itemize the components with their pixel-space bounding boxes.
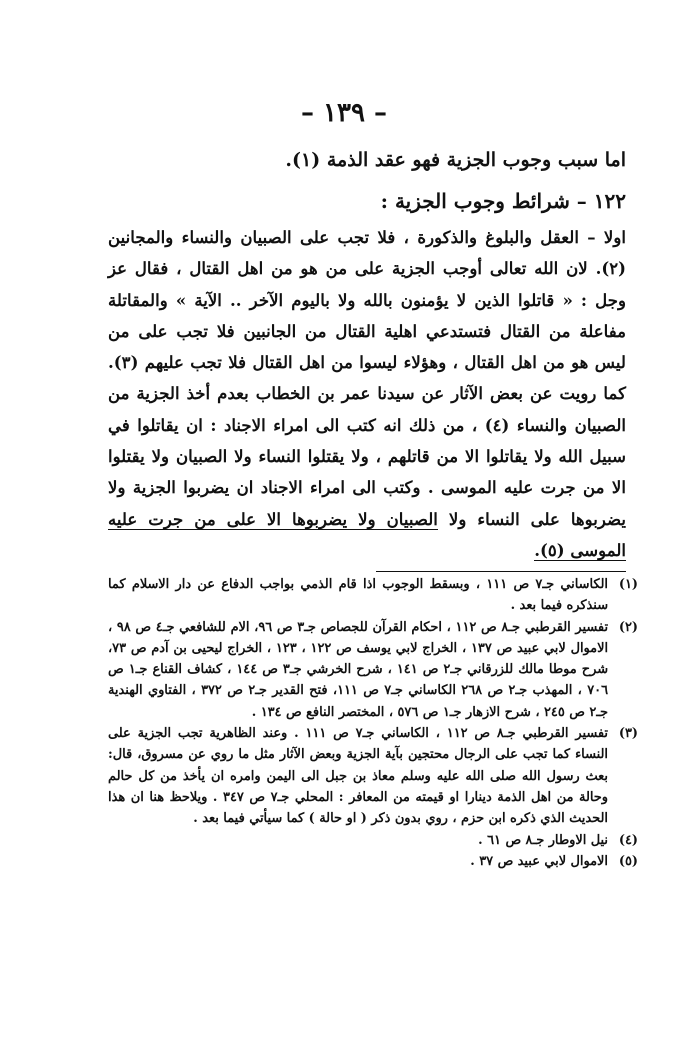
footnote-4 xyxy=(108,830,638,851)
footnote-number: (٣) xyxy=(618,726,638,742)
main-paragraph xyxy=(108,222,626,566)
footnote-number: (٢) xyxy=(618,619,638,635)
main-text xyxy=(108,142,626,566)
footnote-text: الكاساني جـ٧ ص ١١١ ، وبسقط الوجوب اذا قام الذمي بواجب الدفاع عن دار الاسلام كما سنذكره فيما بعد . xyxy=(108,577,609,614)
intro-line: اما سبب وجوب الجزية فهو عقد الذمة (١). xyxy=(285,149,626,171)
section-heading: ١٢٢ – شرائط وجوب الجزية : xyxy=(380,189,626,213)
footnote-number: (٤) xyxy=(618,832,638,848)
footnote-text: نيل الاوطار جـ٨ ص ٦١ . xyxy=(478,832,608,848)
footnote-text: الاموال لابي عبيد ص ٣٧ . xyxy=(470,853,608,869)
paragraph-text: ، فلا تجب على الصبيان والنساء والمجانين (٢). لان الله تعالى أوجب الجزية على من هو من اهل القتال ، فقال عز وجل : « قاتلوا الذين لا يؤمنون بالله ولا باليوم الآخر .. الآية » والمقاتلة مفاعلة من القتال فتستدعي اهلية القتال من الجانبين فلا تجب على من ليس هو من اهل القتال ، وهؤلاء ليسوا من اهل القتال فلا تجب عليهم (٣). كما رويت عن بعض الآثار عن سيدنا عمر بن الخطاب بعدم أخذ الجزية من الصبيان والنساء (٤) ، من ذلك انه كتب الى امراء الاجناد : ان يقاتلوا في سبيل الله ولا يقاتلوا الا من قاتلهم ، ولا يقتلوا النساء ولا الصبيان ولا يقتلوا الا من جرت عليه الموسى . وكتب الى امراء الاجناد ان يضربوا الجزية ولا يضربوها على النساء ولا xyxy=(108,227,627,529)
paragraph-lead: اولا – العقل والبلوغ والذكورة xyxy=(417,227,626,247)
footnote-number: (٥) xyxy=(618,853,638,869)
footnote-3 xyxy=(108,723,638,829)
footnote-divider xyxy=(376,571,626,572)
footnote-text: تفسير القرطبي جـ٨ ص ١١٢ ، الكاساني جـ٧ ص ١١١ . وعند الظاهرية تجب الجزية على النساء كما تجب على الرجال محتجين بآية الجزية وبعض الآثار مثل ما روي عن مسروق، قال: بعث رسول الله صلى الله عليه وسلم معاذ بن جبل الى اليمن وامره ان يأخذ من كل حالم وحالة من اهل الذمة دينارا او قيمته من المعافر : المحلي جـ٧ ص ٣٤٧ . ويلاحظ هنا ان هذا الحديث الذي ذكره ابن حزم ، روي بدون ذكر ( او حالة ) كما سيأتي فيما بعد . xyxy=(108,726,609,827)
footnote-text: تفسير القرطبي جـ٨ ص ١١٢ ، احكام القرآن للجصاص جـ٣ ص ٩٦، الام للشافعي جـ٤ ص ٩٨ ، الاموال لابي عبيد ص ١٣٧ ، الخراج لابي يوسف ص ١٢٢ ، ١٢٣ ، الخراج ليحيى بن آدم ص ٧٣، شرح موطا مالك للزرقاني جـ٢ ص ١٤١ ، شرح الخرشي جـ٣ ص ١٤٤ ، كشاف القناع جـ١ ص ٧٠٦ ، المهذب جـ٢ ص ٢٦٨ الكاساني جـ٧ ص ١١١، فتح القدير جـ٢ ص ٣٧٢ ، الفتاوي الهندية جـ٢ ص ٢٤٥ ، شرح الازهار جـ١ ص ٥٧٦ ، المختصر النافع ص ١٣٤ . xyxy=(108,619,609,720)
footnotes xyxy=(108,574,638,872)
footnote-5 xyxy=(108,851,638,872)
page-number: – ١٣٩ – xyxy=(300,98,388,128)
paragraph-last-line: الصبيان ولا يضربوها الا على من جرت عليه الموسى (٥). xyxy=(108,508,626,560)
footnote-1 xyxy=(108,574,638,617)
footnote-number: (١) xyxy=(618,577,638,592)
footnote-2 xyxy=(108,617,638,723)
